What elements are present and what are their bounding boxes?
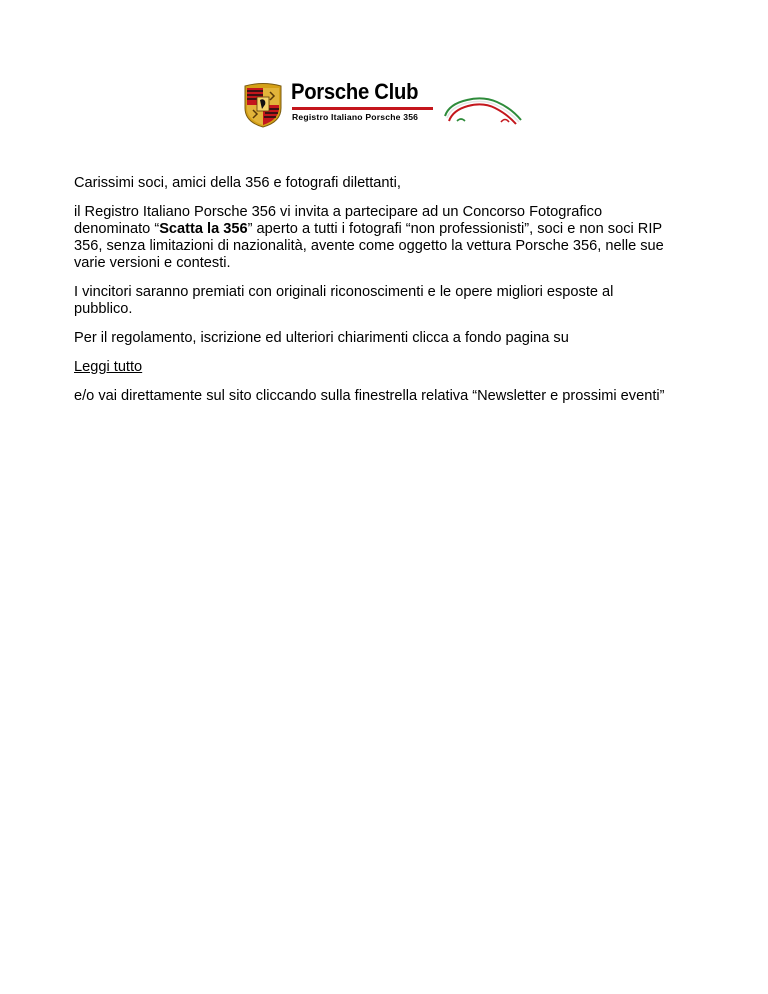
letter-body: [74, 175, 674, 417]
club-name: Porsche Club: [291, 79, 419, 104]
paragraph-invitation: [74, 204, 674, 272]
paragraph-instructions: Per il regolamento, iscrizione ed ulteriori chiarimenti clicca a fondo pagina su: [74, 330, 569, 346]
greeting: Carissimi soci, amici della 356 e fotografi dilettanti,: [74, 175, 401, 191]
letterhead: [243, 79, 525, 130]
porsche-crest-icon: [243, 82, 283, 128]
paragraph-prizes: I vincitori saranno premiati con originali riconoscimenti e le opere migliori esposte al pubblico.: [74, 284, 614, 317]
porsche-356-silhouette-icon: [443, 90, 525, 126]
club-subtitle: Registro Italiano Porsche 356: [292, 112, 419, 122]
contest-name: Scatta la 356: [159, 221, 248, 237]
link-paragraph: [74, 359, 674, 376]
paragraph-website: e/o vai direttamente sul sito cliccando sulla finestrella relativa “Newsletter e prossimi eventi”: [74, 388, 665, 404]
read-more-link[interactable]: Leggi tutto: [74, 359, 143, 375]
invitation-text-start: il Registro Italiano Porsche 356 vi invita a partecipare ad un Concorso Fotografico denominato “: [74, 204, 603, 237]
club-name-underline: [292, 107, 433, 110]
invitation-text-end: ” aperto a tutti i fotografi “non professionisti”, soci e non soci RIP 356, senza limitazioni di nazionalità, avente come oggetto la vettura Porsche 356, nelle sue varie versioni e contesti.: [74, 221, 664, 271]
